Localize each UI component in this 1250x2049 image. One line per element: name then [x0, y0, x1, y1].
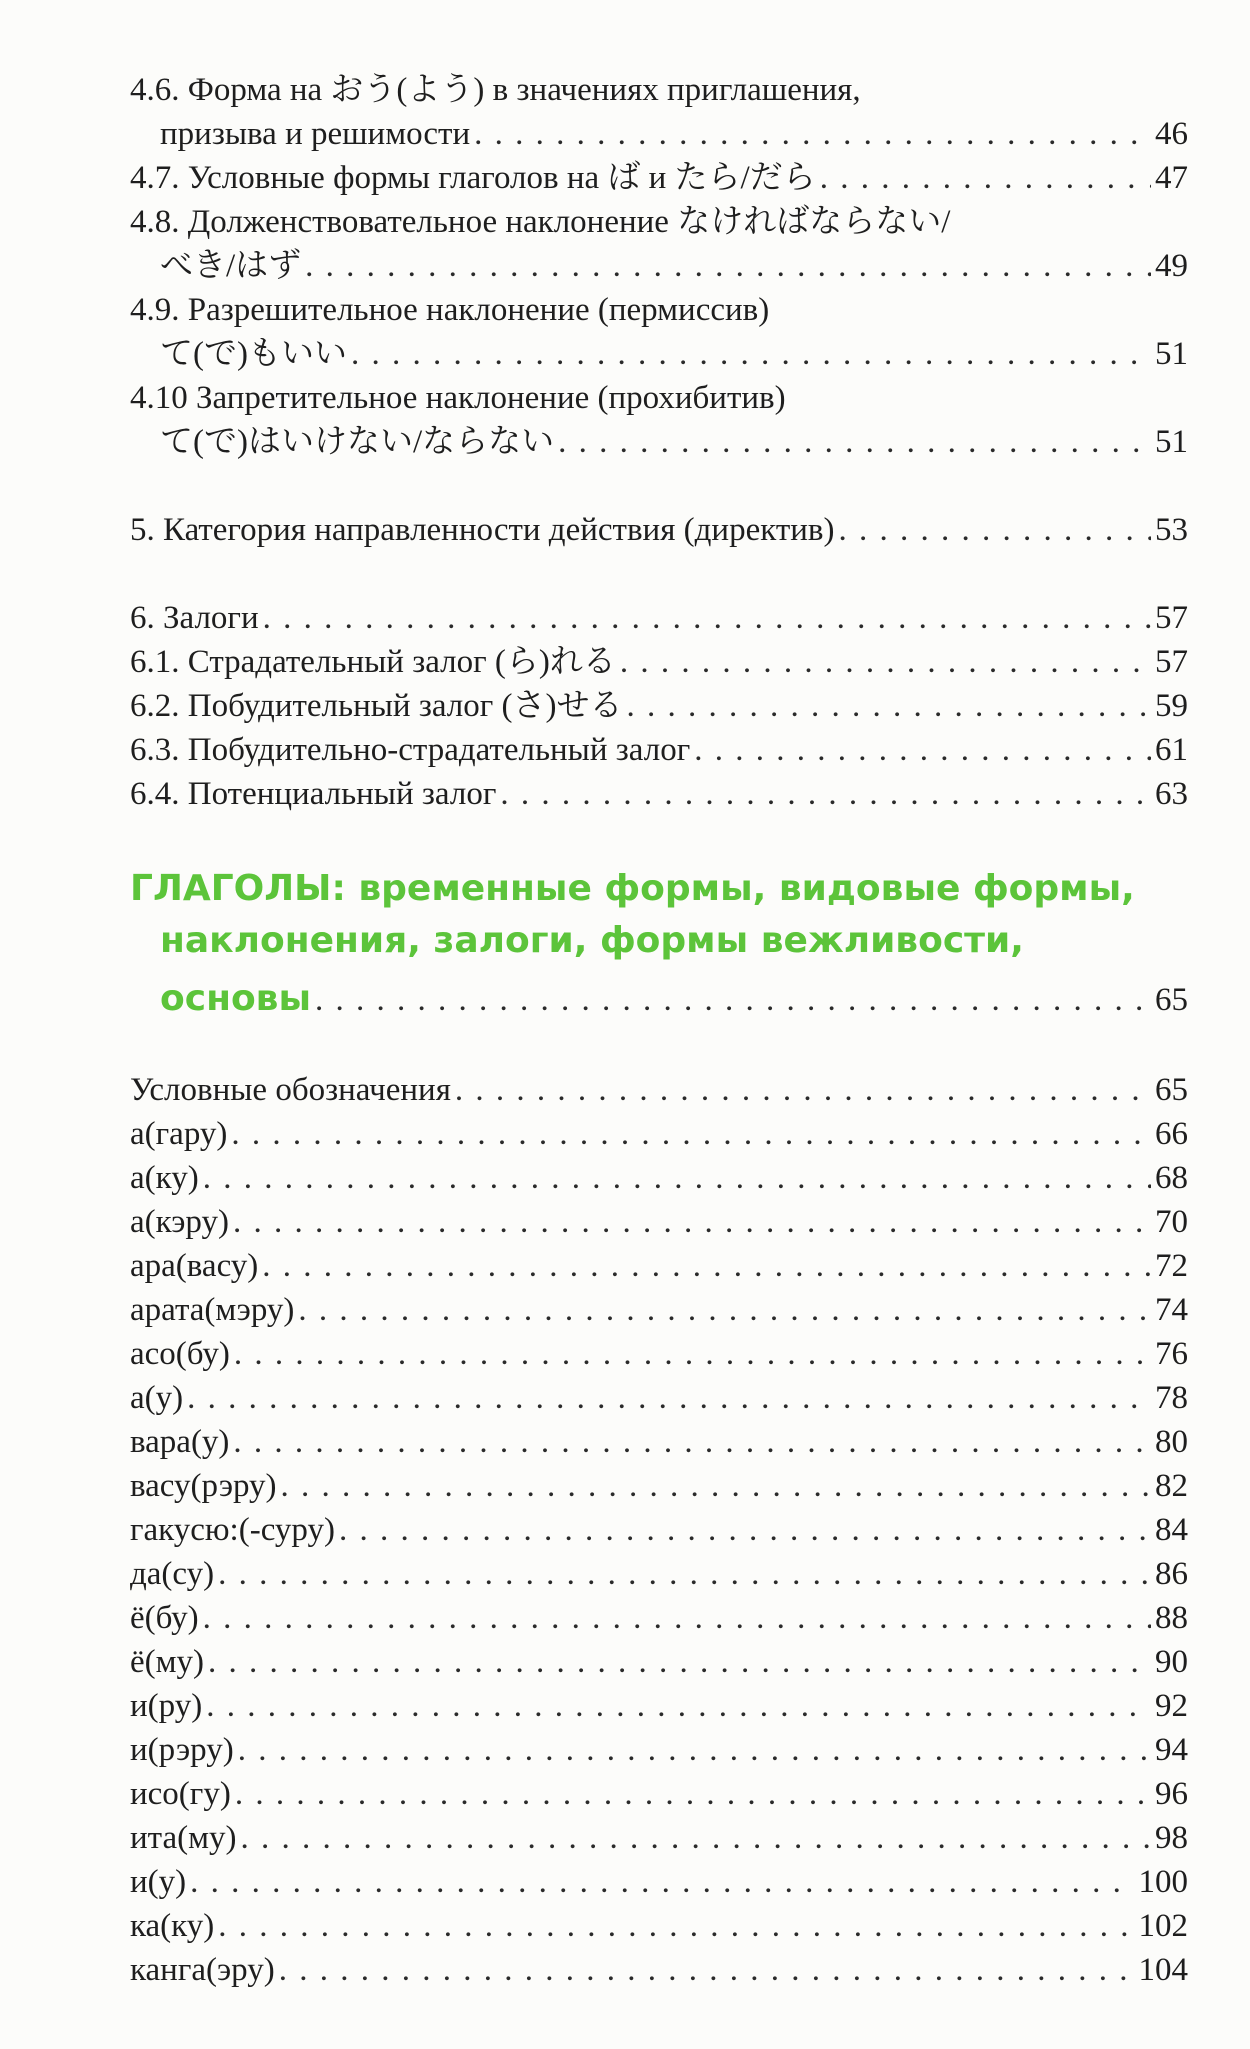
section-heading-line-3[interactable]: [160, 974, 1188, 1024]
dot-leader: [315, 975, 1151, 1025]
toc-entry-4-6: [130, 68, 1188, 112]
toc-entry-6-2[interactable]: [130, 684, 1188, 728]
toc-entry[interactable]: [130, 1332, 1188, 1376]
dot-leader: [620, 640, 1151, 684]
page-number: 46: [1155, 116, 1188, 152]
toc-entry-6-1[interactable]: [130, 640, 1188, 684]
page-number: 65: [1155, 1072, 1188, 1108]
dot-leader: [203, 1156, 1151, 1200]
page-number: 59: [1155, 688, 1188, 724]
toc-entry[interactable]: [130, 1816, 1188, 1860]
dot-leader: [203, 1596, 1151, 1640]
toc-entry[interactable]: [130, 1596, 1188, 1640]
section-heading-text: основы: [160, 978, 312, 1019]
dot-leader: [305, 244, 1151, 288]
toc-entry[interactable]: [130, 1244, 1188, 1288]
page-number: 82: [1155, 1468, 1188, 1504]
toc-entry-4-9: [130, 288, 1188, 332]
toc-entry-text: ё(бу): [130, 1600, 199, 1636]
toc-entry-text: а(ку): [130, 1160, 199, 1196]
toc-entry-text: 6. Залоги: [130, 600, 259, 636]
dot-leader: [234, 1332, 1151, 1376]
page-number: 100: [1138, 1864, 1188, 1900]
toc-entry[interactable]: [130, 1068, 1188, 1112]
toc-entry-chapter-6[interactable]: [130, 596, 1188, 640]
toc-entry-6-3[interactable]: [130, 728, 1188, 772]
toc-entry[interactable]: [130, 1288, 1188, 1332]
toc-entry-text: исо(гу): [130, 1776, 231, 1812]
toc-entry[interactable]: [130, 1376, 1188, 1420]
toc-entry-text: 4.9. Разрешительное наклонение (пермиссив): [130, 292, 770, 328]
toc-entry-text: 4.10 Запретительное наклонение (прохибитив): [130, 380, 786, 416]
page-number: 96: [1155, 1776, 1188, 1812]
toc-entry[interactable]: [130, 1508, 1188, 1552]
dot-leader: [218, 1904, 1134, 1948]
toc-entry-text: 4.7. Условные формы глаголов на ば и たら/だら: [130, 160, 816, 196]
page-number: 49: [1155, 248, 1188, 284]
toc-entry-text: арата(мэру): [130, 1292, 295, 1328]
toc-entry-text: 4.6. Форма на おう(よう) в значениях приглашения,: [130, 72, 861, 108]
page-number: 78: [1155, 1380, 1188, 1416]
toc-entry-text: а(гару): [130, 1116, 228, 1152]
page-number: 53: [1155, 512, 1188, 548]
page-number: 68: [1155, 1160, 1188, 1196]
toc-entry-text: да(су): [130, 1556, 215, 1592]
toc-entry-text: ё(му): [130, 1644, 205, 1680]
toc-entry[interactable]: [130, 1772, 1188, 1816]
page-number: 80: [1155, 1424, 1188, 1460]
page-number: 84: [1155, 1512, 1188, 1548]
dot-leader: [820, 156, 1151, 200]
toc-entry-text: 6.2. Побудительный залог (さ)せる: [130, 688, 623, 724]
toc-entry-text: て(で)もいい: [160, 336, 347, 372]
dot-leader: [233, 1420, 1151, 1464]
section-heading-line-1: ГЛАГОЛЫ: временные формы, видовые формы,: [130, 868, 1135, 909]
toc-entry[interactable]: [130, 1200, 1188, 1244]
toc-entry-text: и(рэру): [130, 1732, 234, 1768]
toc-entry[interactable]: [130, 1684, 1188, 1728]
dot-leader: [281, 1464, 1151, 1508]
dot-leader: [694, 728, 1151, 772]
dot-leader: [206, 1684, 1151, 1728]
page-number: 57: [1155, 644, 1188, 680]
page-number: 57: [1155, 600, 1188, 636]
dot-leader: [298, 1288, 1151, 1332]
dot-leader: [208, 1640, 1151, 1684]
page-number: 92: [1155, 1688, 1188, 1724]
toc-entry-chapter-5[interactable]: [130, 508, 1188, 552]
toc-entry-text: て(で)はいけない/ならない: [160, 424, 555, 460]
toc-entry-text: васу(рэру): [130, 1468, 277, 1504]
dot-leader: [233, 1200, 1151, 1244]
page-number: 90: [1155, 1644, 1188, 1680]
toc-entry-text: канга(эру): [130, 1952, 275, 1988]
toc-entry-text: и(у): [130, 1864, 187, 1900]
dot-leader: [238, 1728, 1151, 1772]
toc-entry-text: ка(ку): [130, 1908, 215, 1944]
toc-entry[interactable]: [130, 1948, 1188, 1992]
toc-entry-4-9-cont[interactable]: [160, 332, 1188, 376]
toc-entry[interactable]: [130, 1640, 1188, 1684]
toc-entry-4-6-cont[interactable]: [160, 112, 1188, 156]
toc-entry[interactable]: [130, 1860, 1188, 1904]
toc-entry-text: べき/はず: [160, 248, 302, 284]
page-number: 88: [1155, 1600, 1188, 1636]
toc-entry[interactable]: [130, 1728, 1188, 1772]
dot-leader: [235, 1772, 1151, 1816]
page-number: 72: [1155, 1248, 1188, 1284]
toc-entry-4-10: [130, 376, 1188, 420]
toc-entry[interactable]: [130, 1112, 1188, 1156]
dot-leader: [339, 1508, 1151, 1552]
toc-entry-text: 6.4. Потенциальный залог: [130, 776, 497, 812]
toc-entry-4-10-cont[interactable]: [160, 420, 1188, 464]
page-number: 76: [1155, 1336, 1188, 1372]
toc-entry[interactable]: [130, 1552, 1188, 1596]
section-heading-line-2: наклонения, залоги, формы вежливости,: [160, 920, 1024, 961]
dot-leader: [241, 1816, 1152, 1860]
dot-leader: [455, 1068, 1151, 1112]
toc-entry[interactable]: [130, 1904, 1188, 1948]
page-number: 74: [1155, 1292, 1188, 1328]
toc-entry[interactable]: [130, 1464, 1188, 1508]
dot-leader: [187, 1376, 1151, 1420]
page-number: 51: [1155, 424, 1188, 460]
toc-entry-text: а(у): [130, 1380, 184, 1416]
toc-entry-text: 4.8. Долженствовательное наклонение なければならない/: [130, 204, 951, 240]
toc-entry-text: асо(бу): [130, 1336, 230, 1372]
page-number: 102: [1138, 1908, 1188, 1944]
toc-entry-text: вара(у): [130, 1424, 230, 1460]
page-number: 61: [1155, 732, 1188, 768]
toc-entry-text: гакусю:(-суру): [130, 1512, 335, 1548]
toc-entry-6-4[interactable]: [130, 772, 1188, 816]
page-number: 70: [1155, 1204, 1188, 1240]
toc-entry-4-8-cont[interactable]: [160, 244, 1188, 288]
page-number: 86: [1155, 1556, 1188, 1592]
toc-entry-text: ара(васу): [130, 1248, 259, 1284]
dot-leader: [838, 508, 1151, 552]
dot-leader: [218, 1552, 1151, 1596]
toc-entry[interactable]: [130, 1156, 1188, 1200]
toc-entry-text: 6.1. Страдательный залог (ら)れる: [130, 644, 616, 680]
dot-leader: [500, 772, 1151, 816]
toc-entry-text: а(кэру): [130, 1204, 229, 1240]
toc-entry-text: 6.3. Побудительно-страдательный залог: [130, 732, 691, 768]
dot-leader: [351, 332, 1151, 376]
page-number: 63: [1155, 776, 1188, 812]
page-number: 66: [1155, 1116, 1188, 1152]
toc-entry-text: 5. Категория направленности действия (директив): [130, 512, 835, 548]
toc-entry-4-8: [130, 200, 1188, 244]
toc-entry-text: призыва и решимости: [160, 116, 471, 152]
dot-leader: [262, 1244, 1151, 1288]
dot-leader: [263, 596, 1151, 640]
dot-leader: [474, 112, 1151, 156]
toc-entry-4-7[interactable]: [130, 156, 1188, 200]
dot-leader: [231, 1112, 1151, 1156]
page-number: 51: [1155, 336, 1188, 372]
toc-entry-text: и(ру): [130, 1688, 203, 1724]
page-number: 47: [1155, 160, 1188, 196]
toc-entry-text: Условные обозначения: [130, 1072, 451, 1108]
page-number: 65: [1155, 982, 1188, 1018]
page-number: 98: [1155, 1820, 1188, 1856]
page-number: 94: [1155, 1732, 1188, 1768]
dot-leader: [279, 1948, 1135, 1992]
toc-entry-text: ита(му): [130, 1820, 237, 1856]
dot-leader: [627, 684, 1151, 728]
page-number: 104: [1138, 1952, 1188, 1988]
dot-leader: [558, 420, 1151, 464]
toc-entry[interactable]: [130, 1420, 1188, 1464]
dot-leader: [190, 1860, 1134, 1904]
